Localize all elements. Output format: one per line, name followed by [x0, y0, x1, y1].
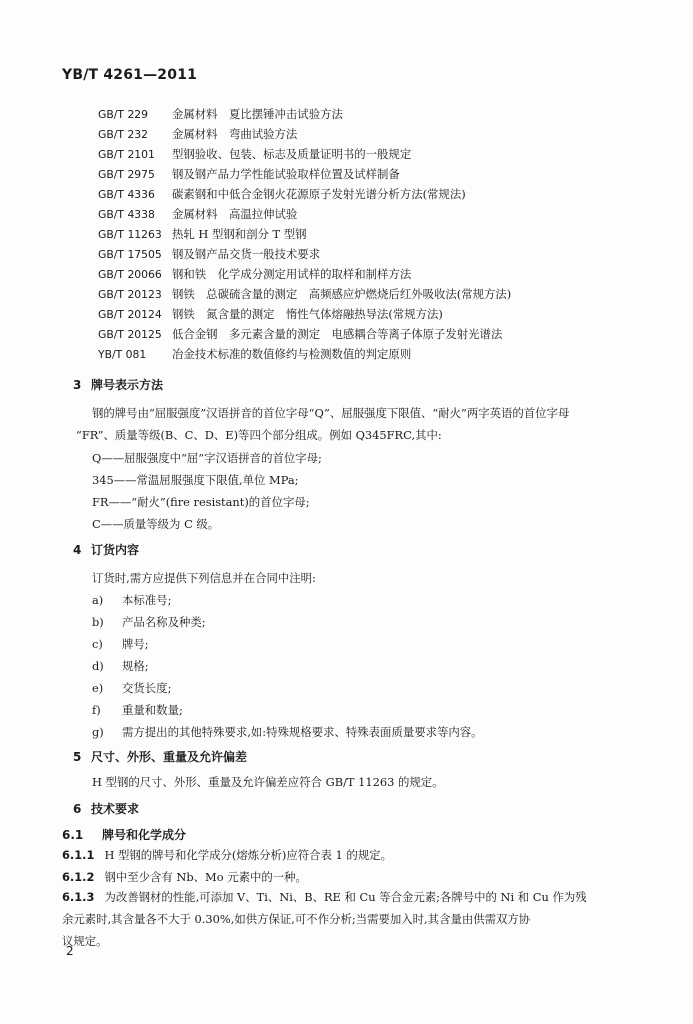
- page-number: 2: [66, 944, 74, 958]
- item-text: 需方提出的其他特殊要求,如:特殊规格要求、特殊表面质量要求等内容。: [122, 725, 483, 739]
- designation-explanation-item: 345——常温屈服强度下限值,单位 MPa;: [92, 473, 299, 487]
- section-3-intro-line-2: “FR”、质量等级(B、C、D、E)等四个部分组成。例如 Q345FRC,其中:: [76, 428, 442, 442]
- section-5-text: H 型钢的尺寸、外形、重量及允许偏差应符合 GB/T 11263 的规定。: [92, 775, 444, 789]
- reference-item: [98, 144, 678, 164]
- item-label: a): [92, 593, 104, 607]
- clause-line: 余元素时,其含量各不大于 0.30%,如供方保证,可不作分析;当需要加入时,其含量由供需双方协: [62, 912, 531, 926]
- clause-number: 6.1.3: [62, 890, 95, 904]
- clause-line: [62, 886, 652, 908]
- item-label: c): [92, 637, 103, 651]
- reference-item: [98, 304, 678, 324]
- reference-item: [98, 344, 678, 364]
- clause-number: 6.1: [62, 828, 84, 842]
- normative-references-list: [98, 104, 678, 364]
- section-title: 尺寸、外形、重量及允许偏差: [91, 750, 248, 764]
- document-code-header: YB/T 4261—2011: [62, 67, 198, 83]
- reference-code: YB/T 081: [98, 348, 147, 361]
- item-label: b): [92, 615, 104, 629]
- reference-item: [98, 184, 678, 204]
- reference-code: GB/T 20066: [98, 268, 162, 281]
- item-text: 产品名称及种类;: [122, 615, 206, 629]
- item-text: 本标准号;: [122, 593, 172, 607]
- item-text: 交货长度;: [122, 681, 172, 695]
- designation-explanation-item: C——质量等级为 C 级。: [92, 517, 220, 531]
- reference-item: [98, 124, 678, 144]
- item-label: f): [92, 703, 101, 717]
- reference-item: [98, 264, 678, 284]
- clause-title: 牌号和化学成分: [102, 828, 187, 842]
- reference-code: GB/T 20123: [98, 288, 162, 301]
- order-info-item: [92, 724, 483, 740]
- section-6-heading: [73, 800, 139, 817]
- section-3-intro-line-1: 钢的牌号由“屈服强度”汉语拼音的首位字母“Q”、屈服强度下限值、“耐火”两字英语的首位字母: [92, 406, 570, 420]
- clause-text: 钢中至少含有 Nb、Mo 元素中的一种。: [104, 870, 307, 884]
- reference-code: GB/T 2101: [98, 148, 155, 161]
- reference-item: [98, 164, 678, 184]
- designation-explanation-item: FR——“耐火”(fire resistant)的首位字母;: [92, 495, 310, 509]
- clause-6-1-heading: [62, 826, 186, 843]
- order-info-item: [92, 680, 171, 696]
- clause-text: H 型钢的牌号和化学成分(熔炼分析)应符合表 1 的规定。: [104, 848, 392, 862]
- section-number: 5: [73, 750, 82, 764]
- reference-title: 钢及钢产品交货一般技术要求: [172, 247, 321, 261]
- reference-code: GB/T 4336: [98, 188, 155, 201]
- reference-code: GB/T 11263: [98, 228, 162, 241]
- order-info-item: [92, 636, 149, 652]
- section-title: 技术要求: [91, 802, 140, 816]
- order-info-item: [92, 592, 171, 608]
- reference-item: [98, 284, 678, 304]
- designation-explanation-item: Q——屈服强度中“屈”字汉语拼音的首位字母;: [92, 451, 322, 465]
- section-number: 3: [73, 378, 82, 392]
- section-4-heading: [73, 541, 139, 558]
- clause-number: 6.1.2: [62, 870, 95, 884]
- clause-6-1-1: [62, 844, 652, 866]
- reference-title: 钢和铁 化学成分测定用试样的取样和制样方法: [172, 267, 412, 281]
- reference-code: GB/T 17505: [98, 248, 162, 261]
- clause-6-1-2: [62, 866, 652, 888]
- order-info-item: [92, 702, 183, 718]
- reference-code: GB/T 20125: [98, 328, 162, 341]
- section-title: 牌号表示方法: [91, 378, 164, 392]
- item-text: 牌号;: [122, 637, 149, 651]
- section-3-heading: [73, 376, 163, 393]
- reference-item: [98, 244, 678, 264]
- clause-number: 6.1.1: [62, 848, 95, 862]
- item-text: 规格;: [122, 659, 149, 673]
- section-5-heading: [73, 748, 247, 765]
- item-label: d): [92, 659, 104, 673]
- reference-code: GB/T 229: [98, 108, 149, 121]
- clause-6-1-3: [62, 886, 652, 952]
- reference-title: 低合金钢 多元素含量的测定 电感耦合等离子体原子发射光谱法: [172, 327, 503, 341]
- clause-text: 为改善钢材的性能,可添加 V、Ti、Ni、B、RE 和 Cu 等合金元素;各牌号中的 Ni 和 Cu 作为残: [104, 890, 587, 904]
- reference-title: 型钢验收、包装、标志及质量证明书的一般规定: [172, 147, 412, 161]
- order-info-item: [92, 614, 206, 630]
- reference-code: GB/T 4338: [98, 208, 155, 221]
- section-number: 4: [73, 543, 82, 557]
- item-text: 重量和数量;: [122, 703, 183, 717]
- item-label: g): [92, 725, 104, 739]
- reference-title: 热轧 H 型钢和剖分 T 型钢: [172, 227, 307, 241]
- section-number: 6: [73, 802, 82, 816]
- reference-title: 钢铁 氮含量的测定 惰性气体熔融热导法(常规方法): [172, 307, 443, 321]
- reference-code: GB/T 232: [98, 128, 149, 141]
- reference-title: 碳素钢和中低合金钢火花源原子发射光谱分析方法(常规法): [172, 187, 466, 201]
- reference-title: 金属材料 弯曲试验方法: [172, 127, 298, 141]
- clause-line: 议规定。: [62, 934, 108, 948]
- section-4-intro: 订货时,需方应提供下列信息并在合同中注明:: [92, 571, 316, 585]
- reference-item: [98, 204, 678, 224]
- reference-title: 金属材料 高温拉伸试验: [172, 207, 298, 221]
- item-label: e): [92, 681, 104, 695]
- reference-item: [98, 324, 678, 344]
- reference-item: [98, 224, 678, 244]
- reference-title: 金属材料 夏比摆锤冲击试验方法: [172, 107, 343, 121]
- order-info-item: [92, 658, 149, 674]
- reference-code: GB/T 2975: [98, 168, 155, 181]
- reference-item: [98, 104, 678, 124]
- section-title: 订货内容: [91, 543, 140, 557]
- reference-code: GB/T 20124: [98, 308, 162, 321]
- reference-title: 冶金技术标准的数值修约与检测数值的判定原则: [172, 347, 412, 361]
- reference-title: 钢及钢产品力学性能试验取样位置及试样制备: [172, 167, 400, 181]
- reference-title: 钢铁 总碳硫含量的测定 高频感应炉燃烧后红外吸收法(常规方法): [172, 287, 512, 301]
